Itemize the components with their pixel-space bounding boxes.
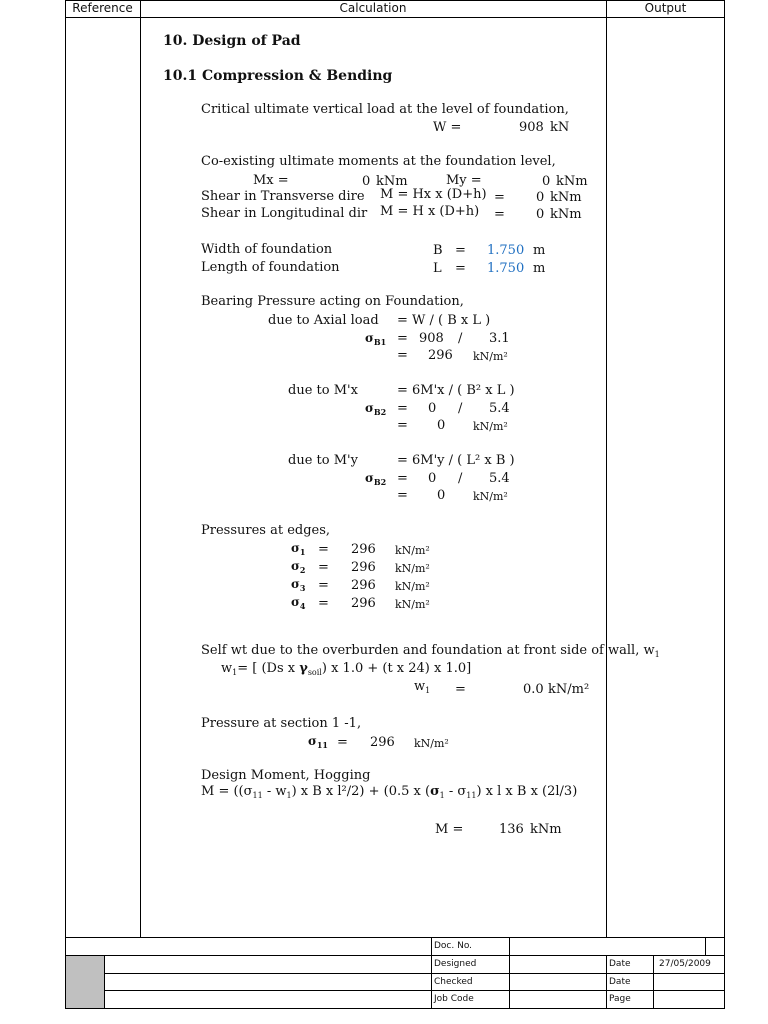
shear-longitudinal-label: Shear in Longitudinal dir — [201, 206, 368, 221]
w-value: 908 — [519, 120, 544, 135]
mx-slash: / — [458, 401, 463, 416]
b-value: 1.750 — [487, 243, 525, 258]
b-unit: m — [533, 243, 546, 258]
sigma-11-symbol: $\sigma_{11}$ — [308, 734, 328, 750]
designed-label: Designed — [434, 959, 477, 969]
width-label: Width of foundation — [201, 242, 333, 257]
axial-num: 908 — [419, 331, 444, 346]
edge-4-value: 296 — [351, 596, 376, 611]
my-result: 0 — [437, 488, 446, 503]
axial-result: 296 — [428, 348, 453, 363]
edge-2-value: 296 — [351, 560, 376, 575]
shear-longitudinal-eq: = — [494, 207, 505, 222]
load-label: Critical ultimate vertical load at the level of foundation, — [201, 102, 569, 117]
selfwt-label: Self wt due to the overburden and foundation at front side of wall, $w_1$ — [201, 643, 660, 659]
axial-label: due to Axial load — [268, 313, 379, 328]
edge-2-unit: kN/m² — [395, 562, 430, 575]
m-unit: kNm — [530, 822, 562, 837]
selfwt-label-text: Self wt due to the overburden and foundation at front side of wall, w — [201, 643, 655, 658]
footer-row-line-3 — [104, 990, 725, 991]
edge-1-unit: kN/m² — [395, 544, 430, 557]
w1-label: $w_1$ — [414, 679, 431, 695]
mx-eq1: = — [397, 401, 408, 416]
edge-1-eq: = — [318, 542, 329, 557]
edge-3-eq: = — [318, 578, 329, 593]
l-value: 1.750 — [487, 261, 525, 276]
footer-top-line — [65, 937, 725, 938]
output-column-divider — [606, 0, 607, 937]
my-num: 0 — [428, 471, 437, 486]
sigma-2-symbol: $\sigma_2$ — [291, 559, 306, 575]
b-eq: = — [455, 243, 466, 258]
mx-label: Mx = — [253, 173, 289, 188]
w1-value: 0.0 — [523, 682, 544, 697]
checked-label: Checked — [434, 977, 473, 987]
w-unit: kN — [550, 120, 570, 135]
w-label: W = — [433, 120, 462, 135]
w1-unit: kN/m² — [548, 682, 590, 697]
my-value: 0 — [542, 174, 551, 189]
mx-unit-label: kN/m² — [473, 420, 508, 433]
l-symbol: L — [433, 261, 442, 276]
section11-label: Pressure at section 1 -1, — [201, 716, 362, 731]
my-unit: kNm — [556, 174, 588, 189]
my-label: My = — [446, 173, 482, 188]
mx-result: 0 — [437, 418, 446, 433]
selfwt-formula: $w_1=$ [ (Ds x $\gamma_{soil}$) x 1.0 + (t x 24) x 1.0] — [221, 661, 472, 677]
axial-formula: = W / ( B x L ) — [397, 313, 491, 328]
reference-column-divider — [140, 0, 141, 937]
w1-eq: = — [455, 682, 466, 697]
axial-eq2: = — [397, 348, 408, 363]
my-unit-label: kN/m² — [473, 490, 508, 503]
section-subtitle: 10.1 Compression & Bending — [163, 68, 393, 84]
footer-vline-1 — [104, 955, 105, 1009]
axial-eq1: = — [397, 331, 408, 346]
sigma-1-symbol: $\sigma_1$ — [291, 541, 306, 557]
shear-transverse-label: Shear in Transverse dire — [201, 189, 365, 204]
reference-header: Reference — [72, 1, 133, 15]
page-frame — [65, 0, 725, 1009]
date2-label: Date — [609, 977, 631, 987]
shear-longitudinal-unit: kNm — [550, 207, 582, 222]
shear-longitudinal-value: 0 — [536, 207, 545, 222]
mx-unit: kNm — [376, 174, 408, 189]
output-header: Output — [644, 1, 687, 15]
edge-4-eq: = — [318, 596, 329, 611]
footer-vline-2 — [431, 937, 432, 1009]
shear-transverse-unit: kNm — [550, 190, 582, 205]
moment-formula: $M = ((\sigma_{11} - w_1)$ x B x l²/2) + (0.5 x $(\sigma_1 - \sigma_{11})$ x l x B x (2l/3) — [201, 784, 578, 800]
footer-vline-3 — [509, 937, 510, 1009]
mx-eq2: = — [397, 418, 408, 433]
sigma-4-symbol: $\sigma_4$ — [291, 595, 306, 611]
mx-pressure-formula: = 6M'x / ( B² x L ) — [397, 383, 515, 398]
section11-value: 296 — [370, 735, 395, 750]
my-den: 5.4 — [489, 471, 510, 486]
b-symbol: B — [433, 243, 443, 258]
axial-slash: / — [458, 331, 463, 346]
my-slash: / — [458, 471, 463, 486]
l-eq: = — [455, 261, 466, 276]
calculation-header: Calculation — [339, 1, 407, 15]
sigma-3-symbol: $\sigma_3$ — [291, 577, 306, 593]
shear-transverse-eq: = — [494, 190, 505, 205]
footer-vline-5 — [653, 955, 654, 1009]
mx-num: 0 — [428, 401, 437, 416]
my-eq2: = — [397, 488, 408, 503]
section11-eq: = — [337, 735, 348, 750]
edges-label: Pressures at edges, — [201, 523, 331, 538]
edge-4-unit: kN/m² — [395, 598, 430, 611]
shear-transverse-value: 0 — [536, 190, 545, 205]
sigma-b3-symbol: $\sigma_{B2}$ — [365, 471, 387, 487]
m-value: 136 — [499, 822, 524, 837]
mx-value: 0 — [362, 174, 371, 189]
axial-den: 3.1 — [489, 331, 510, 346]
date-label: Date — [609, 959, 631, 969]
section-title: 10. Design of Pad — [163, 33, 301, 49]
date-value: 27/05/2009 — [659, 959, 711, 969]
my-eq1: = — [397, 471, 408, 486]
my-pressure-label: due to M'y — [288, 453, 358, 468]
my-pressure-formula: = 6M'y / ( L² x B ) — [397, 453, 515, 468]
moment-label: Design Moment, Hogging — [201, 768, 371, 783]
edge-1-value: 296 — [351, 542, 376, 557]
sigma-b2-symbol: $\sigma_{B2}$ — [365, 401, 387, 417]
footer-gray-block — [66, 956, 104, 1008]
w1-label-text: w — [414, 679, 426, 694]
l-unit: m — [533, 261, 546, 276]
footer-vline-4 — [606, 955, 607, 1009]
moments-label: Co-existing ultimate moments at the foundation level, — [201, 154, 556, 169]
edge-2-eq: = — [318, 560, 329, 575]
edge-3-value: 296 — [351, 578, 376, 593]
length-label: Length of foundation — [201, 260, 340, 275]
mx-pressure-label: due to M'x — [288, 383, 358, 398]
edge-3-unit: kN/m² — [395, 580, 430, 593]
page-label: Page — [609, 994, 631, 1004]
shear-longitudinal-formula: M = H x (D+h) — [380, 204, 480, 219]
footer-row-line-2 — [104, 973, 725, 974]
mx-den: 5.4 — [489, 401, 510, 416]
axial-unit: kN/m² — [473, 350, 508, 363]
bearing-label: Bearing Pressure acting on Foundation, — [201, 294, 464, 309]
m-label: M = — [435, 822, 464, 837]
sigma-b1-symbol: $\sigma_{B1}$ — [365, 331, 387, 347]
footer-vline-6 — [705, 937, 706, 955]
section11-unit: kN/m² — [414, 737, 449, 750]
doc-no-label: Doc. No. — [434, 941, 473, 951]
job-code-label: Job Code — [434, 994, 474, 1004]
shear-transverse-formula: M = Hx x (D+h) — [380, 187, 487, 202]
